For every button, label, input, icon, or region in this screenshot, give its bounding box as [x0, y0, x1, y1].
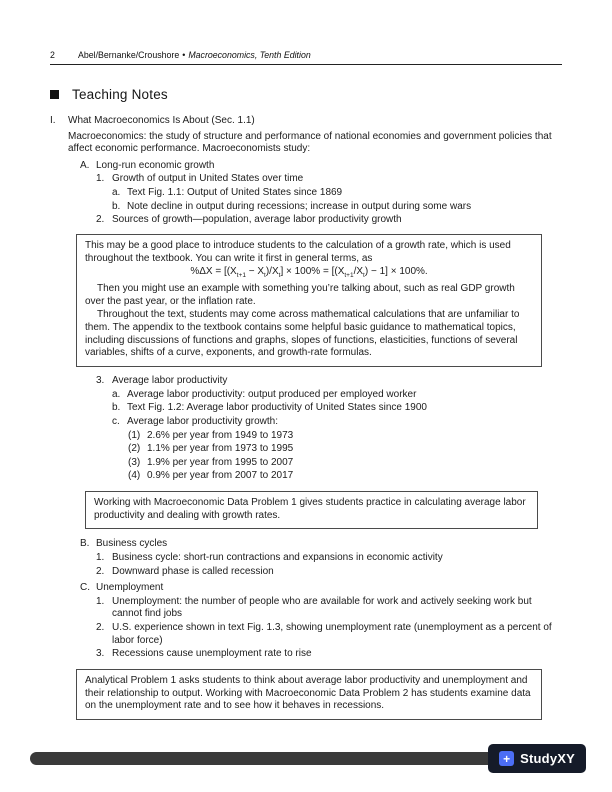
outline-text: Business cycle: short-run contractions and expansions in economic activity [112, 552, 443, 564]
header-rule [50, 64, 562, 65]
outline-text: Long-run economic growth [96, 159, 215, 171]
outline-text: Text Fig. 1.1: Output of United States since 1869 [127, 186, 343, 198]
studyxy-badge [488, 744, 586, 773]
outline-item-A3c1 [128, 430, 562, 443]
outline-label: B. [80, 538, 90, 550]
note-paragraph: This may be a good place to introduce students to the calculation of a growth rate, which is used throughout the textbook. You can write it first in general terms, as [85, 239, 511, 264]
outline-label: I. [50, 115, 56, 126]
outline-text: Unemployment [96, 582, 164, 594]
outline-item-I [50, 115, 562, 128]
outline-item-A3c [112, 416, 562, 429]
outline-label: b. [112, 402, 121, 414]
outline-item-A3b [112, 402, 562, 415]
header-book-title: Macroeconomics, Tenth Edition [188, 50, 311, 60]
header-separator: • [182, 50, 186, 60]
outline-label: (4) [128, 470, 141, 482]
outline-text: Text Fig. 1.2: Average labor productivity of United States since 1900 [127, 402, 427, 414]
outline-item-A3a [112, 389, 562, 402]
teaching-notes-heading [50, 87, 562, 102]
outline-item-C3 [96, 648, 562, 661]
page-title: Teaching Notes [72, 87, 168, 102]
outline-label: c. [112, 415, 120, 427]
outline-text: Average labor productivity growth: [127, 415, 279, 427]
outline-item-A1b [112, 201, 562, 214]
note-box-data-problem-1 [85, 491, 538, 530]
outline-label: 2. [96, 565, 105, 577]
outline-item-A3c3 [128, 457, 562, 470]
note-paragraph: Throughout the text, students may come across mathematical calculations that are unfamiliar to them. The appendix to the textbook contains some helpful basic guidance to mathematical topics, including discussions of functions and graphs, slopes of functions, elasticities, functions of several variables, shifts of a curve, exponents, and growth-rate formulas. [85, 308, 520, 359]
brand-text: StudyXY [520, 751, 575, 766]
outline-text: 0.9% per year from 2007 to 2017 [147, 470, 294, 482]
outline-item-A2 [96, 214, 562, 227]
outline-item-B2 [96, 566, 562, 579]
outline-item-B [80, 538, 562, 551]
outline-item-A3c2 [128, 443, 562, 456]
note-box-analytical-problem [76, 669, 542, 720]
outline-label: C. [80, 582, 90, 594]
outline-label: (1) [128, 429, 141, 441]
outline-label: 1. [96, 552, 105, 564]
outline-text: Average labor productivity [112, 375, 228, 387]
outline-label: 3. [96, 648, 105, 660]
outline-label: 2. [96, 622, 105, 634]
outline-item-A3 [96, 375, 562, 388]
note-paragraph: Then you might use an example with something you’re talking about, such as real GDP growth over the past year, or the inflation rate. [85, 283, 515, 308]
page-number: 2 [50, 50, 55, 60]
outline-item-A [80, 160, 562, 173]
outline-label: (3) [128, 456, 141, 468]
outline-text: Note decline in output during recessions; increase in output during some wars [127, 200, 472, 212]
outline-text: U.S. experience shown in text Fig. 1.3, showing unemployment rate (unemployment as a percent of labor force) [112, 622, 552, 646]
header-authors: Abel/Bernanke/Croushore [78, 50, 180, 60]
outline-text: Growth of output in United States over time [112, 173, 304, 185]
outline-text: What Macroeconomics Is About (Sec. 1.1) [68, 115, 255, 126]
outline-item-A1 [96, 173, 562, 186]
outline-label: b. [112, 200, 121, 212]
outline-item-C1 [96, 596, 562, 621]
note-box-growth-rate [76, 234, 542, 367]
outline-label: 3. [96, 375, 105, 387]
note-paragraph: Analytical Problem 1 asks students to think about average labor productivity and unemployment and their relationship to output. Working with Macroeconomic Data Problem 2 has students examine data on the unemployment rate and to see how it behaves in recessions. [85, 674, 531, 712]
outline-item-A1a [112, 187, 562, 200]
growth-rate-formula: $\%\Delta X = [(X_{t+1} - X_t)/X_t] \times 100\% = [(X_{t+1}/X_t) - 1] \times 100\%$. [190, 266, 428, 280]
outline-text: Business cycles [96, 538, 168, 550]
outline-item-B1 [96, 552, 562, 565]
outline-text: Unemployment: the number of people who are available for work and actively seeking work but cannot find jobs [112, 595, 532, 620]
outline-text: Downward phase is called recession [112, 565, 274, 577]
outline-text: 2.6% per year from 1949 to 1973 [147, 429, 294, 441]
page-header [50, 50, 562, 60]
outline-item-A3c4 [128, 470, 562, 483]
outline-text: 1.1% per year from 1973 to 1995 [147, 443, 294, 455]
outline-text: 1.9% per year from 1995 to 2007 [147, 456, 294, 468]
plus-icon: + [499, 751, 514, 766]
outline-label: 1. [96, 173, 105, 185]
outline-text: Recessions cause unemployment rate to rise [112, 648, 312, 660]
outline-text: Average labor productivity: output produced per employed worker [127, 388, 417, 400]
outline-text: Sources of growth—population, average labor productivity growth [112, 214, 402, 226]
outline-item-C [80, 582, 562, 595]
outline-label: 2. [96, 214, 105, 226]
square-bullet-icon [50, 90, 59, 99]
outline-label: A. [80, 159, 90, 171]
outline-label: a. [112, 186, 121, 198]
outline-label: 1. [96, 595, 105, 607]
outline-label: (2) [128, 443, 141, 455]
outline-item-C2 [96, 622, 562, 647]
intro-paragraph: Macroeconomics: the study of structure and performance of national economies and government policies that affect economic performance. Macroeconomists study: [68, 130, 552, 155]
outline-label: a. [112, 388, 121, 400]
note-paragraph: Working with Macroeconomic Data Problem 1 gives students practice in calculating average labor productivity and dealing with growth rates. [94, 496, 526, 521]
